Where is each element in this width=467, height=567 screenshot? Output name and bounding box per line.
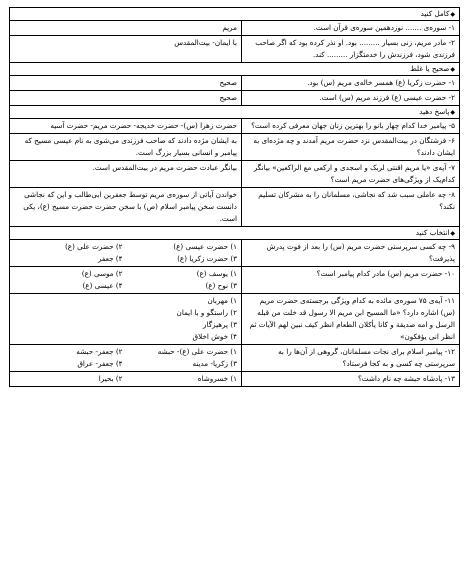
options — [10, 240, 241, 266]
question-text: ۱۰- حضرت مریم (س) مادر کدام پیامبر است؟ — [241, 267, 459, 293]
question-row — [10, 372, 459, 386]
question-row — [10, 36, 459, 63]
option[interactable]: ۱) حضرت عیسی (ع) — [173, 242, 237, 251]
question-row — [10, 267, 459, 294]
answer-text: صحیح — [219, 93, 237, 102]
option[interactable]: ۱) حضرت علی (ع)- حبشه — [157, 347, 237, 356]
question-text: ۹- چه کسی سرپرستی حضرت مریم (س) را بعد از فوت پدرش پذیرفت؟ — [241, 240, 459, 266]
option[interactable]: ۱) مهربان — [207, 296, 237, 305]
option[interactable]: ۴) جعفر — [98, 254, 123, 263]
section-header-choose: ◆انتخاب کنید — [10, 227, 459, 240]
option[interactable]: ۲) جعفر- حبشه — [76, 347, 123, 356]
question-row — [10, 91, 459, 106]
question-row — [10, 240, 459, 267]
option[interactable]: ۴) خوش اخلاق — [192, 332, 237, 341]
question-row — [10, 134, 459, 161]
option[interactable]: ۲) حضرت علی (ع) — [65, 242, 123, 251]
question-text: ۱- سوره‌ی ....... نوزدهمین سوره‌ی قرآن است. — [241, 21, 459, 35]
question-text: ۵- پیامبر خدا کدام چهار بانو را بهترین زنان جهان معرفی کرده است؟ — [241, 119, 459, 133]
question-row — [10, 345, 459, 372]
option[interactable]: ۴) عیسی (ع) — [82, 281, 123, 290]
option[interactable]: ۱) یوسف (ع) — [196, 269, 237, 278]
diamond-icon: ◆ — [450, 66, 455, 73]
answer-text: صحیح — [219, 78, 237, 87]
diamond-icon: ◆ — [450, 11, 455, 18]
question-text: ۷- آیه‌ی «یا مریم اقنتی لربک و اسجدی و ارکعی مع الراکعین» بیانگر کدام‌یک از ویژگی‌های حضرت مریم است؟ — [241, 161, 459, 187]
answer-text: خواندن آیاتی از سوره‌ی مریم توسط جعفربن ابی‌طالب و این که نجاشی دانست سخن پیامبر اسلام (ص) با سخن حضرت حضرت مسیح (ع)، یکی است. — [23, 190, 237, 223]
option[interactable]: ۳) زکریا- مدینه — [192, 359, 237, 368]
question-text: ۱۱- آیه‌ی ۷۵ سوره‌ی مائده به کدام ویژگی برجسته‌ی حضرت مریم (س) اشاره دارد؟ «ما المسیح ابن مریم الا رسول قد خلت من قبله الرسل و امه صدیقة و کانا یأکلان الطعام انظر کیف نبین لهم الآیات ثم انظر انی یؤفکون» — [241, 294, 459, 344]
option[interactable]: ۳) حضرت زکریا (ع) — [177, 254, 237, 263]
question-text: ۸- چه عاملی سبب شد که نجاشی، مسلمانان را به مشرکان تسلیم نکند؟ — [241, 188, 459, 226]
options — [10, 372, 241, 386]
options — [10, 267, 241, 293]
question-text: ۲- مادر مریم، زنی بسیار ......... بود. او نذر کرده بود که اگر صاحب فرزندی شود، فرزندش را خدمتگزار ......... کند. — [241, 36, 459, 62]
question-text: ۱۲- پیامبر اسلام برای نجات مسلمانان، گروهی از آن‌ها را به سرپرستی چه کسی و به کجا فرستاد؟ — [241, 345, 459, 371]
answer-text: مریم — [222, 23, 237, 32]
section-header-answer: ◆پاسخ دهید — [10, 106, 459, 119]
question-text: ۲- حضرت عیسی (ع) فرزند مریم (س) است. — [241, 91, 459, 105]
question-row — [10, 161, 459, 188]
question-row — [10, 294, 459, 345]
question-row — [10, 76, 459, 91]
option[interactable]: ۲) راستگو و با ایمان — [176, 308, 237, 317]
answer-text: با ایمان- بیت‌المقدس — [174, 38, 237, 47]
options — [10, 345, 241, 371]
option[interactable]: ۲) بحیرا — [98, 374, 123, 383]
question-text: ۱- حضرت زکریا (ع) همسر خاله‌ی مریم (س) بود. — [241, 76, 459, 90]
section-header-truefalse: ◆صحیح یا غلط — [10, 63, 459, 76]
section-header-fill: ◆کامل کنید — [10, 8, 459, 21]
diamond-icon: ◆ — [450, 109, 455, 116]
answer-text: بیانگر عبادت حضرت مریم در بیت‌المقدس است. — [92, 163, 237, 172]
option[interactable]: ۳) نوح (ع) — [205, 281, 237, 290]
option[interactable]: ۲) موسی (ع) — [81, 269, 123, 278]
worksheet — [9, 7, 460, 387]
question-row — [10, 188, 459, 227]
option[interactable]: ۱) خسروشاه — [197, 374, 237, 383]
question-row — [10, 119, 459, 134]
option[interactable]: ۳) پرهیزگار — [203, 320, 237, 329]
diamond-icon: ◆ — [450, 230, 455, 237]
question-text: ۶- فرشتگان در بیت‌المقدس نزد حضرت مریم آمدند و چه مژده‌ای به ایشان دادند؟ — [241, 134, 459, 160]
question-text: ۱۳- پادشاه حبشه چه نام داشت؟ — [241, 372, 459, 386]
answer-text: به ایشان مژده دادند که صاحب فرزندی می‌شوی به نام عیسی مسیح که پیامبر و انسانی بسیار بزرگ است. — [24, 136, 237, 157]
option[interactable]: ۴) جعفر- عراق — [77, 359, 123, 368]
question-row — [10, 21, 459, 36]
options — [10, 294, 241, 344]
answer-text: حضرت زهرا (س)- حضرت خدیجه- حضرت مریم- حضرت آسیه — [50, 121, 237, 130]
